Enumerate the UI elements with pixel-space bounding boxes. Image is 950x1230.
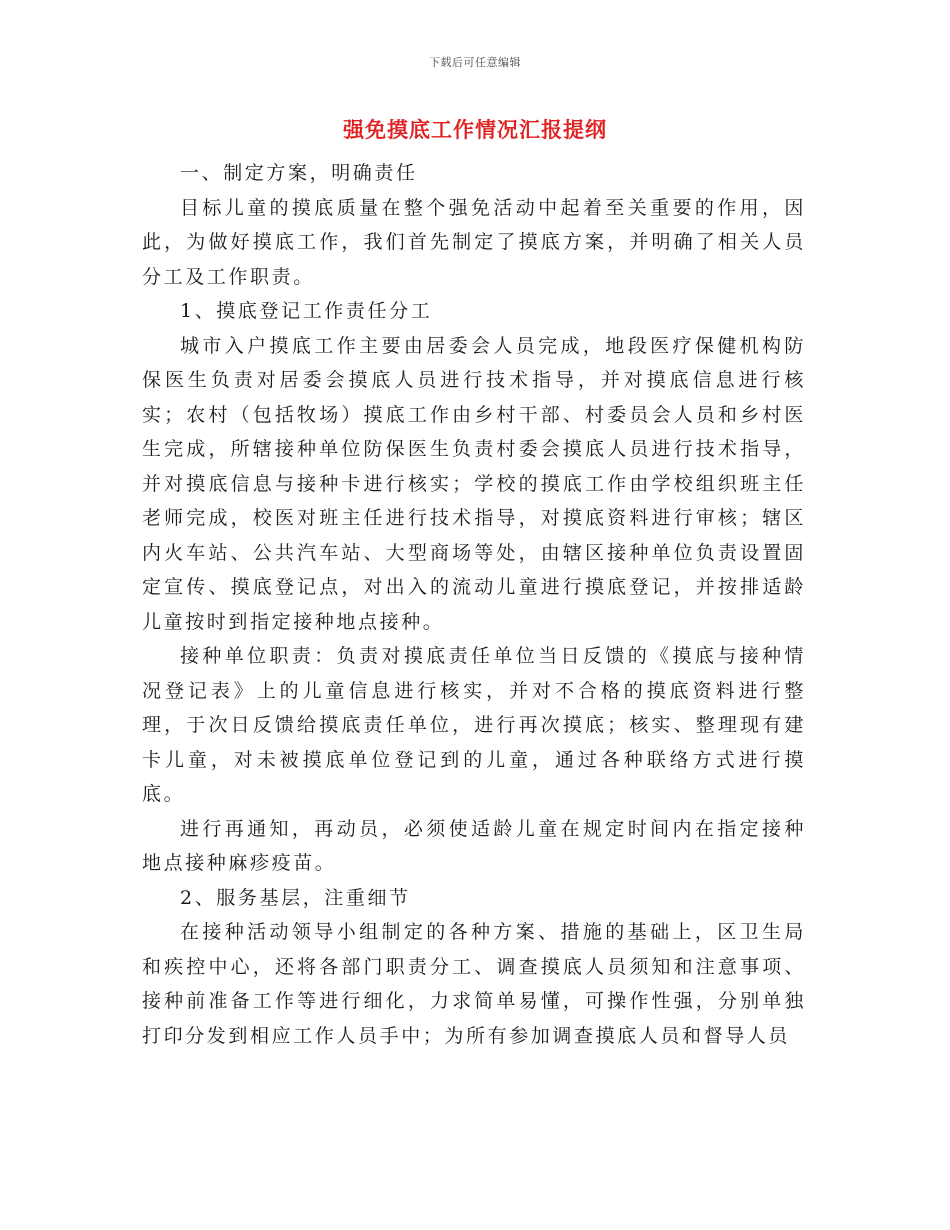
paragraph: 进行再通知，再动员，必须使适龄儿童在规定时间内在指定接种地点接种麻疹疫苗。 (142, 817, 806, 874)
paragraph: 接种单位职责：负责对摸底责任单位当日反馈的《摸底与接种情况登记表》上的儿童信息进行核实，并对不合格的摸底资料进行整理，于次日反馈给摸底责任单位，进行再次摸底；核实、整理现有建卡儿童，对未被摸底单位登记到的儿童，通过各种联络方式进行摸底。 (142, 645, 806, 805)
document-title: 强免摸底工作情况汇报提纲 (343, 118, 607, 142)
subsection-heading-2: 2、服务基层，注重细节 (180, 886, 411, 909)
header-note: 下载后可任意编辑 (429, 56, 521, 69)
section-heading-1: 一、制定方案，明确责任 (180, 162, 418, 184)
paragraph: 目标儿童的摸底质量在整个强免活动中起着至关重要的作用，因此，为做好摸底工作，我们首先制定了摸底方案，并明确了相关人员分工及工作职责。 (142, 196, 806, 288)
paragraph: 在接种活动领导小组制定的各种方案、措施的基础上，区卫生局和疾控中心，还将各部门职责分工、调查摸底人员须知和注意事项、接种前准备工作等进行细化，力求简单易懂，可操作性强，分别单独打印分发到相应工作人员手中；为所有参加调查摸底人员和督导人员 (142, 921, 806, 1047)
subsection-heading-1: 1、摸底登记工作责任分工 (180, 300, 433, 322)
document-body (142, 156, 806, 1053)
paragraph: 城市入户摸底工作主要由居委会人员完成，地段医疗保健机构防保医生负责对居委会摸底人员进行技术指导，并对摸底信息进行核实；农村（包括牧场）摸底工作由乡村干部、村委员会人员和乡村医生完成，所辖接种单位防保医生负责村委会摸底人员进行技术指导，并对摸底信息与接种卡进行核实；学校的摸底工作由学校组织班主任老师完成，校医对班主任进行技术指导，对摸底资料进行审核；辖区内火车站、公共汽车站、大型商场等处，由辖区接种单位负责设置固定宣传、摸底登记点，对出入的流动儿童进行摸底登记，并按排适龄儿童按时到指定接种地点接种。 (142, 334, 806, 633)
